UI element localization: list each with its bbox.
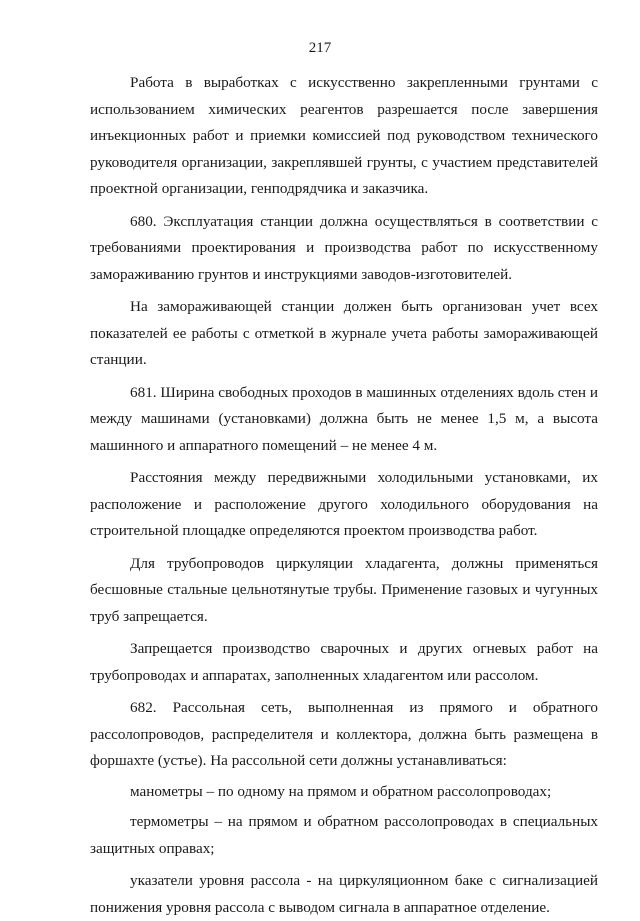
list-item-manometers: манометры – по одному на прямом и обратном рассолопроводах; [130, 782, 552, 800]
list-item-thermometers: термометры – на прямом и обратном рассолопроводах в специальных защитных оправах; [90, 813, 598, 857]
paragraph-clause-682: 682. Рассольная сеть, выполненная из прямого и обратного рассолопроводов, распределителя и коллектора, должна быть размещена в форшахте (устье). На рассольной сети должны устанавливаться: [90, 699, 598, 769]
paragraph: Запрещается производство сварочных и других огневых работ на трубопроводах и аппаратах, заполненных хладагентом или рассолом. [90, 640, 598, 684]
list-item-level-indicators: указатели уровня рассола - на циркуляционном баке с сигнализацией понижения уровня рассола с выводом сигнала в аппаратное отделение. [90, 872, 598, 916]
paragraph-clause-681: 681. Ширина свободных проходов в машинных отделениях вдоль стен и между машинами (установками) должна быть не менее 1,5 м, а высота машинного и аппаратного помещений – не менее 4 м. [90, 383, 598, 454]
paragraph: Работа в выработках с искусственно закрепленными грунтами с использованием химических реагентов разрешается после завершения инъекционных работ и приемки комиссией под руководством технического руководителя организации, закреплявшей грунты, с участием представителей проектной организации, генподрядчика и заказчика. [90, 74, 598, 197]
document-body [90, 70, 598, 921]
paragraph: На замораживающей станции должен быть организован учет всех показателей ее работы с отметкой в журнале учета работы замораживающей станции. [90, 298, 598, 368]
paragraph-clause-680: 680. Эксплуатация станции должна осуществляться в соответствии с требованиями проектирования и производства работ по искусственному замораживанию грунтов и инструкциями заводов-изготовителей. [90, 212, 598, 283]
page-number: 217 [308, 40, 332, 56]
paragraph: Для трубопроводов циркуляции хладагента, должны применяться бесшовные стальные цельнотянутые трубы. Применение газовых и чугунных труб запрещается. [90, 554, 598, 625]
paragraph: Расстояния между передвижными холодильными установками, их расположение и расположение другого холодильного оборудования на строительной площадке определяются проектом производства работ. [90, 469, 598, 539]
